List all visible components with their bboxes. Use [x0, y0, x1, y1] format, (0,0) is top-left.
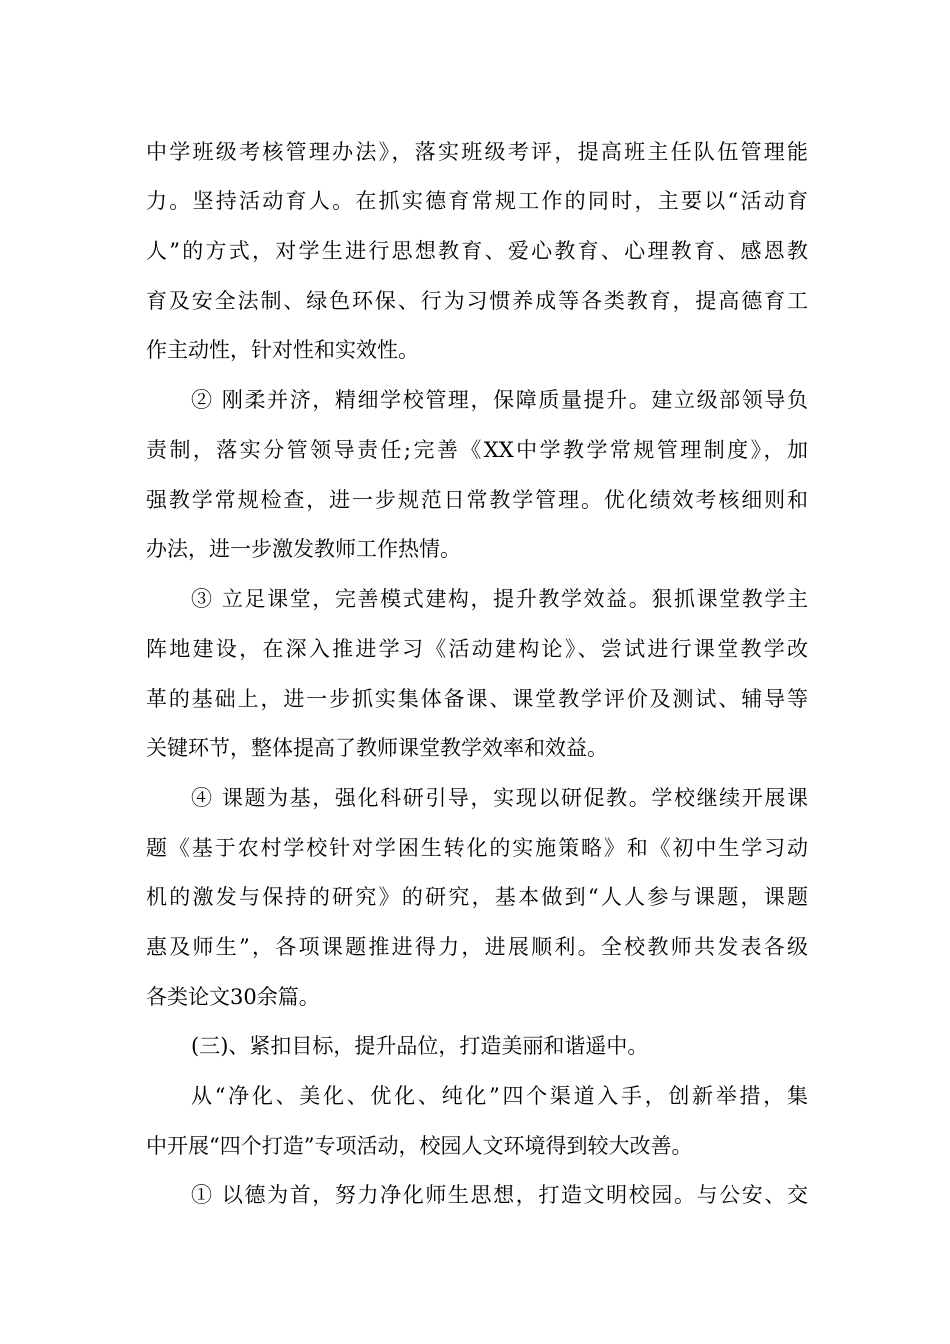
- paragraph-line: 题《基于农村学校针对学困生转化的实施策略》和《初中生学习动: [146, 836, 808, 860]
- paragraph-line: 责制，落实分管领导责任;完善《XX中学教学常规管理制度》，加: [146, 438, 808, 462]
- paragraph-line: 机的激发与保持的研究》的研究，基本做到“人人参与课题，课题: [146, 885, 808, 909]
- paragraph-line: 从“净化、美化、优化、纯化”四个渠道入手，创新举措，集: [191, 1084, 808, 1108]
- paragraph-line: 中学班级考核管理办法》，落实班级考评，提高班主任队伍管理能: [146, 140, 808, 164]
- paragraph-line: 革的基础上，进一步抓实集体备课、课堂教学评价及测试、辅导等: [146, 687, 808, 711]
- paragraph-line: 关键环节，整体提高了教师课堂教学效率和效益。: [146, 736, 608, 760]
- paragraph-line: 惠及师生”，各项课题推进得力，进展顺利。全校教师共发表各级: [146, 935, 808, 959]
- paragraph-line: ④ 课题为基，强化科研引导，实现以研促教。学校继续开展课: [191, 786, 808, 810]
- paragraph-line: ③ 立足课堂，完善模式建构，提升教学效益。狠抓课堂教学主: [191, 587, 808, 611]
- paragraph-line: 作主动性，针对性和实效性。: [146, 338, 419, 362]
- section-heading: (三)、紧扣目标，提升品位，打造美丽和谐遥中。: [191, 1034, 649, 1058]
- paragraph-line: ① 以德为首，努力净化师生思想，打造文明校园。与公安、交: [191, 1183, 808, 1207]
- paragraph-line: 中开展“四个打造”专项活动，校园人文环境得到较大改善。: [146, 1134, 693, 1158]
- paragraph-line: 强教学常规检查，进一步规范日常教学管理。优化绩效考核细则和: [146, 488, 808, 512]
- paragraph-line: 育及安全法制、绿色环保、行为习惯养成等各类教育，提高德育工: [146, 289, 808, 313]
- paragraph-line: 各类论文30余篇。: [146, 985, 320, 1009]
- paragraph-line: 阵地建设，在深入推进学习《活动建构论》、尝试进行课堂教学改: [146, 637, 808, 661]
- paragraph-line: 力。坚持活动育人。在抓实德育常规工作的同时，主要以“活动育: [146, 189, 808, 213]
- paragraph-line: ② 刚柔并济，精细学校管理，保障质量提升。建立级部领导负: [191, 388, 808, 412]
- paragraph-line: 人”的方式，对学生进行思想教育、爱心教育、心理教育、感恩教: [146, 239, 808, 263]
- paragraph-line: 办法，进一步激发教师工作热情。: [146, 537, 461, 561]
